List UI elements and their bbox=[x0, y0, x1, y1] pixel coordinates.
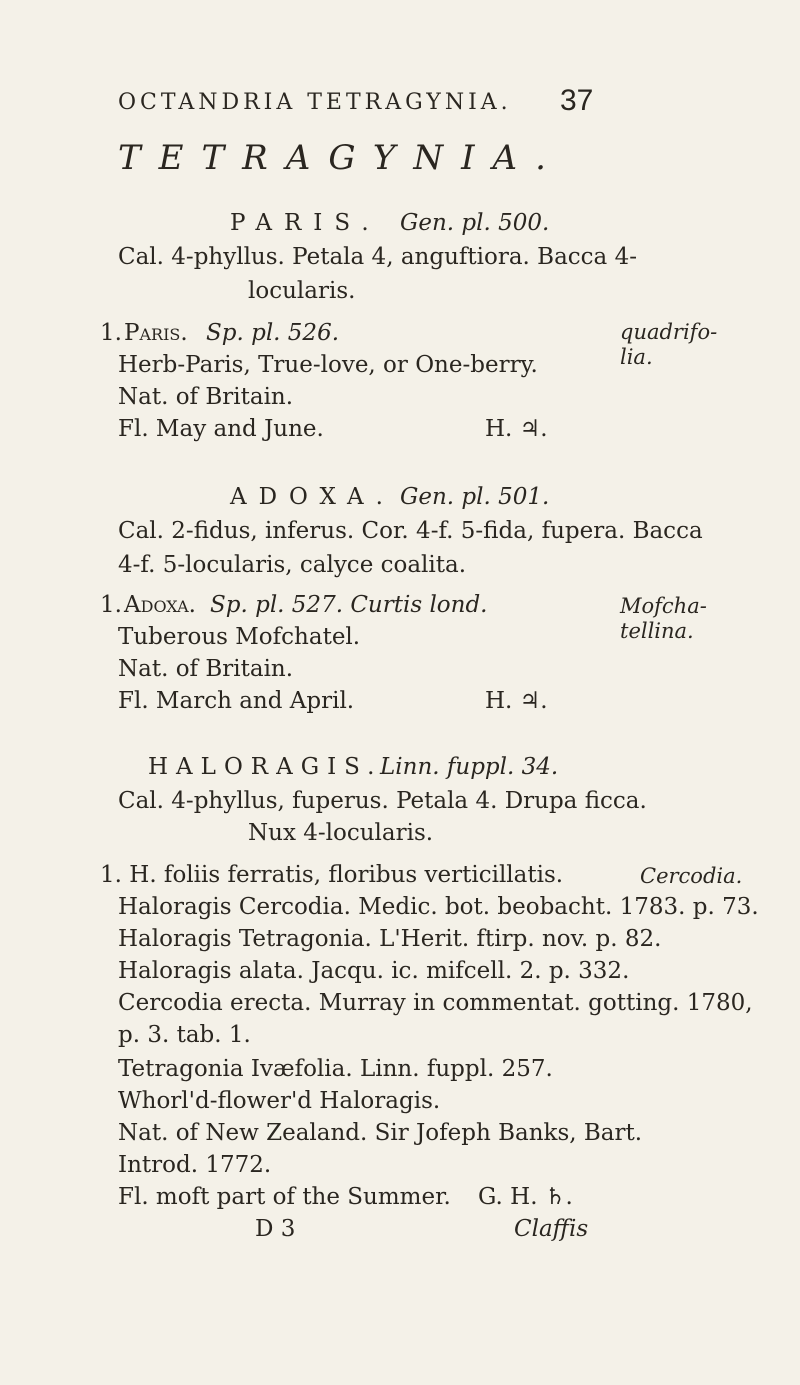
haloragis-line-1: 1. H. foliis ferratis, floribus verticillatis. bbox=[100, 862, 564, 888]
adoxa-flowering: Fl. March and April. bbox=[118, 688, 355, 714]
paris-margin-note: quadrifo- lia. bbox=[620, 320, 718, 369]
paris-species-ref: Sp. pl. 526. bbox=[206, 320, 340, 346]
haloragis-gen-ref: Linn. fuppl. 34. bbox=[380, 754, 559, 780]
adoxa-genus: ADOXA. bbox=[230, 484, 395, 510]
paris-genus: PARIS. bbox=[230, 210, 381, 236]
haloragis-line-9: Nat. of New Zealand. Sir Jofeph Banks, Bart. bbox=[118, 1120, 643, 1146]
haloragis-line-4: Haloragis alata. Jacqu. ic. mifcell. 2. p. 332. bbox=[118, 958, 630, 984]
paris-species: Paris. bbox=[124, 320, 188, 346]
haloragis-margin-note: Cercodia. bbox=[640, 864, 743, 888]
haloragis-line-7: Tetragonia Ivæfolia. Linn. fuppl. 257. bbox=[118, 1056, 553, 1082]
haloragis-line-8: Whorl'd-flower'd Haloragis. bbox=[118, 1088, 441, 1114]
haloragis-line-3: Haloragis Tetragonia. L'Herit. ftirp. nov. p. 82. bbox=[118, 926, 662, 952]
haloragis-line-10: Introd. 1772. bbox=[118, 1152, 272, 1178]
paris-native: Nat. of Britain. bbox=[118, 384, 294, 410]
paris-species-num: 1. bbox=[100, 320, 122, 346]
adoxa-gen-ref: Gen. pl. 501. bbox=[400, 484, 550, 510]
paris-char-2: locularis. bbox=[248, 278, 356, 304]
haloragis-line-6: p. 3. tab. 1. bbox=[118, 1022, 251, 1048]
haloragis-char-1: Cal. 4-phyllus, fuperus. Petala 4. Drupa ficca. bbox=[118, 788, 647, 814]
adoxa-char-2: 4-f. 5-locularis, calyce coalita. bbox=[118, 552, 467, 578]
paris-common-name: Herb-Paris, True-love, or One-berry. bbox=[118, 352, 538, 378]
adoxa-species-ref: Sp. pl. 527. Curtis lond. bbox=[210, 592, 488, 618]
adoxa-species: Adoxa. bbox=[124, 592, 196, 618]
paris-flowering: Fl. May and June. bbox=[118, 416, 324, 442]
haloragis-char-2: Nux 4-locularis. bbox=[248, 820, 434, 846]
paris-char-1: Cal. 4-phyllus. Petala 4, anguftiora. Bacca 4- bbox=[118, 244, 637, 270]
catchword: Claffis bbox=[514, 1216, 589, 1242]
haloragis-line-5: Cercodia erecta. Murray in commentat. gotting. 1780, bbox=[118, 990, 753, 1016]
adoxa-habit: H. ♃. bbox=[485, 688, 548, 714]
signature-mark: D 3 bbox=[255, 1216, 296, 1242]
adoxa-char-1: Cal. 2-fidus, inferus. Cor. 4-f. 5-fida, fupera. Bacca bbox=[118, 518, 703, 544]
adoxa-common-name: Tuberous Mofchatel. bbox=[118, 624, 361, 650]
haloragis-genus: HALORAGIS. bbox=[148, 754, 383, 780]
paris-habit: H. ♃. bbox=[485, 416, 548, 442]
paris-gen-ref: Gen. pl. 500. bbox=[400, 210, 550, 236]
page-number: 37 bbox=[560, 84, 594, 117]
running-head: OCTANDRIA TETRAGYNIA. bbox=[118, 90, 512, 115]
section-title: TETRAGYNIA. bbox=[118, 138, 564, 178]
adoxa-margin-note: Mofcha- tellina. bbox=[620, 594, 707, 643]
haloragis-line-2: Haloragis Cercodia. Medic. bot. beobacht. 1783. p. 73. bbox=[118, 894, 759, 920]
haloragis-line-11: Fl. moft part of the Summer. bbox=[118, 1184, 451, 1210]
adoxa-native: Nat. of Britain. bbox=[118, 656, 294, 682]
haloragis-habit: G. H. ♄. bbox=[478, 1184, 573, 1210]
adoxa-species-num: 1. bbox=[100, 592, 122, 618]
